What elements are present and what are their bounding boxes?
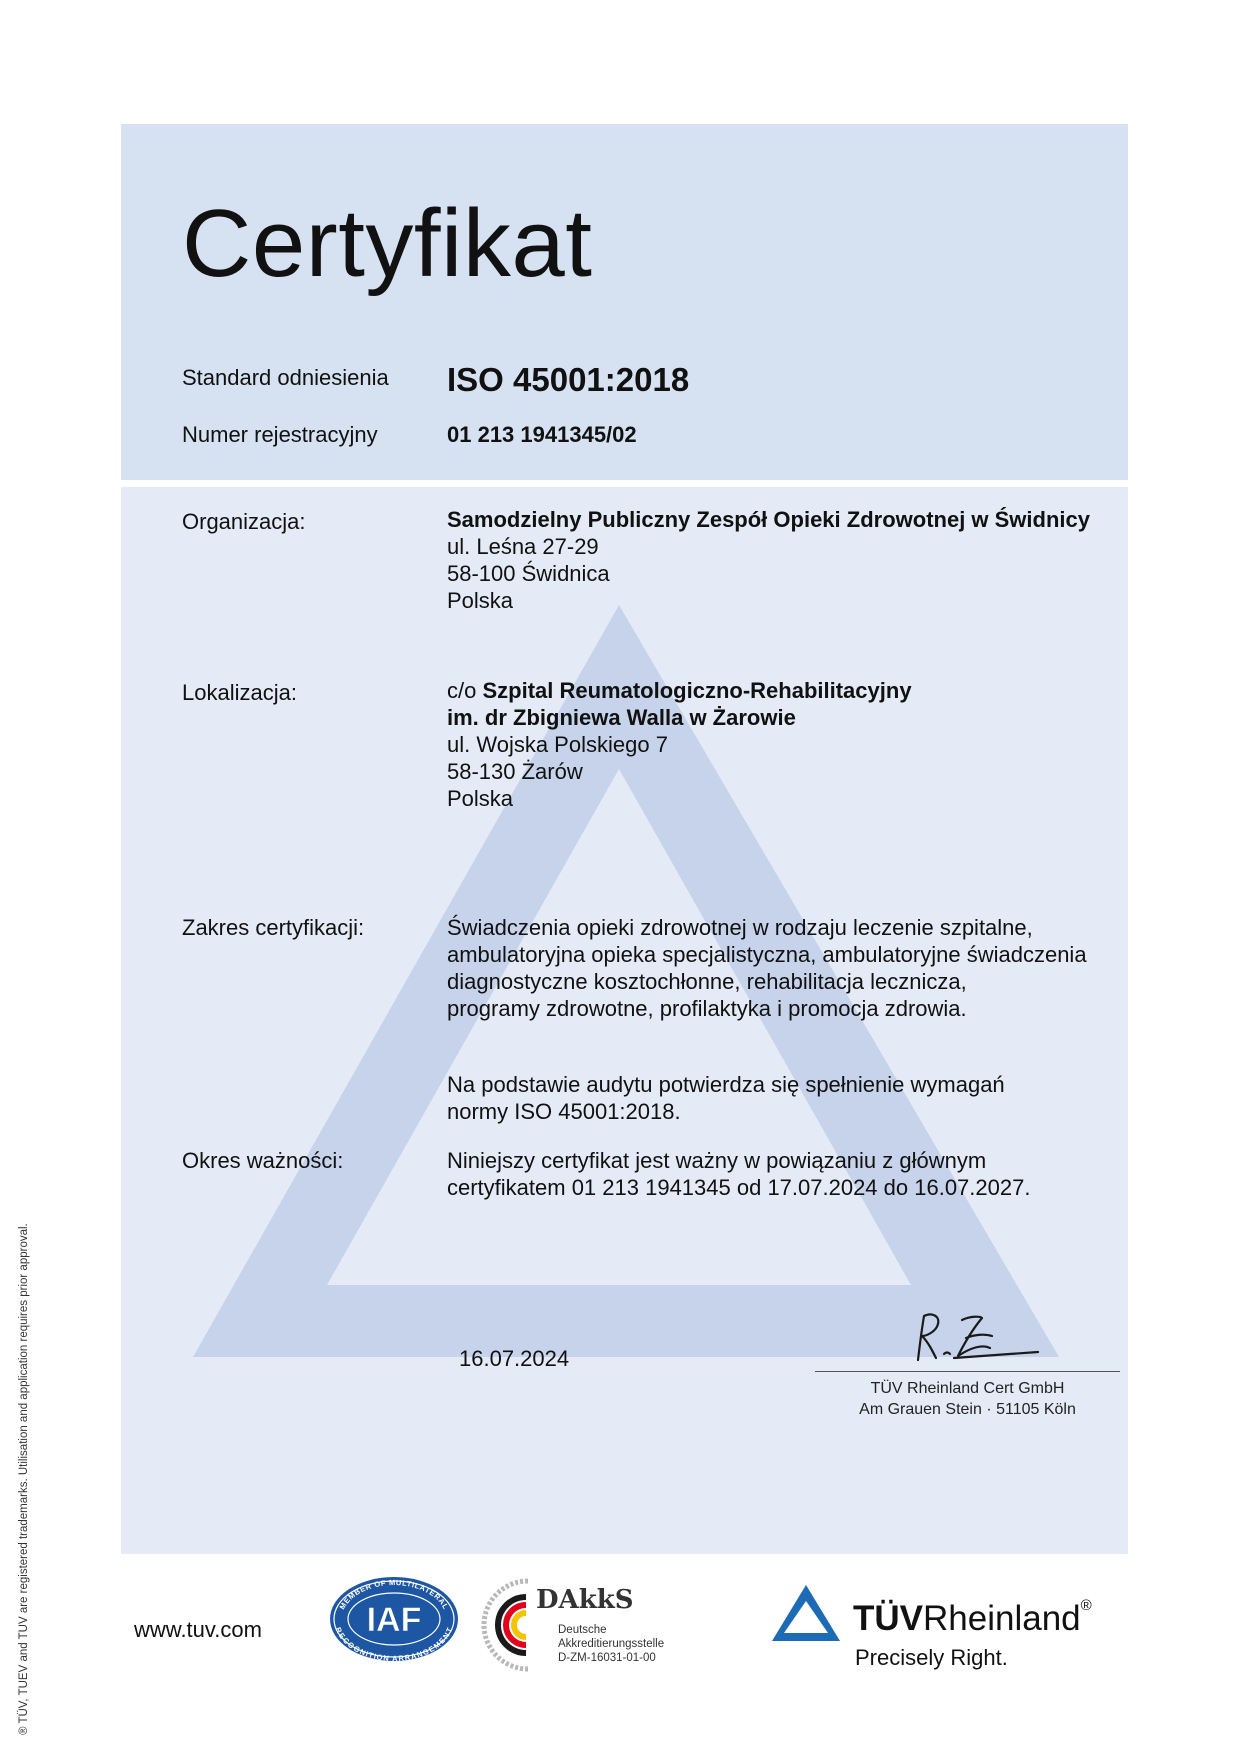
- organization-address-country: Polska: [447, 588, 514, 613]
- registered-mark: ®: [1080, 1597, 1092, 1614]
- organization-address-street: ul. Leśna 27-29: [447, 534, 599, 559]
- validity-block: [447, 1147, 1030, 1201]
- organization-address-city: 58-100 Świdnica: [447, 561, 610, 586]
- dakks-name: DAkkS: [536, 1585, 634, 1615]
- scope-block: [447, 914, 1087, 1022]
- certificate-title: Certyfikat: [182, 190, 593, 297]
- registration-label: Numer rejestracyjny: [182, 422, 378, 447]
- tuv-brand-regular: Rheinland: [923, 1599, 1081, 1638]
- validity-line: Niniejszy certyfikat jest ważny w powiązaniu z głównym: [447, 1148, 987, 1173]
- scope-line: ambulatoryjna opieka specjalistyczna, ambulatoryjne świadczenia: [447, 942, 1087, 967]
- validity-label: Okres ważności:: [182, 1148, 344, 1173]
- location-address-city: 58-130 Żarów: [447, 759, 583, 784]
- issue-date: 16.07.2024: [459, 1346, 570, 1371]
- dakks-subtitle: [558, 1623, 664, 1665]
- dakks-emblem: [478, 1575, 538, 1675]
- standard-label: Standard odniesienia: [182, 365, 389, 390]
- scope-line: programy zdrowotne, profilaktyka i promocja zdrowia.: [447, 996, 967, 1021]
- iaf-logo: [328, 1575, 460, 1663]
- dakks-line: Akkreditierungsstelle: [558, 1638, 665, 1650]
- dakks-logo: [478, 1575, 688, 1675]
- issuer-address: Am Grauen Stein · 51105 Köln: [859, 1401, 1076, 1418]
- audit-line: normy ISO 45001:2018.: [447, 1099, 681, 1124]
- validity-line: certyfikatem 01 213 1941345 od 17.07.2024 do 16.07.2027.: [447, 1175, 1031, 1200]
- signature-line: [815, 1371, 1120, 1372]
- issuer-block: [815, 1378, 1120, 1420]
- trademark-note: ® TÜV, TUEV and TUV are registered trademarks. Utilisation and application requires prior approval.: [18, 1223, 30, 1735]
- location-address-street: ul. Wojska Polskiego 7: [447, 732, 668, 757]
- tuv-brand-bold: TÜV: [853, 1599, 923, 1638]
- organization-label: Organizacja:: [182, 509, 306, 534]
- scope-line: diagnostyczne kosztochłonne, rehabilitacja lecznicza,: [447, 969, 967, 994]
- location-label: Lokalizacja:: [182, 680, 297, 705]
- location-prefix: c/o: [447, 678, 477, 703]
- scope-label: Zakres certyfikacji:: [182, 915, 365, 940]
- dakks-line: Deutsche: [558, 1624, 607, 1636]
- standard-value: ISO 45001:2018: [447, 361, 690, 398]
- location-name-line-1: [447, 677, 912, 704]
- tuv-tagline: Precisely Right.: [855, 1645, 1008, 1670]
- iaf-ring-bottom: RECOGNITION ARRANGEMENT: [333, 1625, 455, 1663]
- organization-block: [447, 506, 1090, 614]
- dakks-line: D-ZM-16031-01-00: [558, 1652, 656, 1664]
- issuer-name: TÜV Rheinland Cert GmbH: [870, 1380, 1065, 1397]
- organization-name: Samodzielny Publiczny Zespół Opieki Zdrowotnej w Świdnicy: [447, 507, 1090, 532]
- location-name: Szpital Reumatologiczno-Rehabilitacyjny: [482, 678, 912, 703]
- location-name-line-2: im. dr Zbigniewa Walla w Żarowie: [447, 705, 796, 730]
- tuv-wordmark: [853, 1599, 1092, 1639]
- iaf-ring-top: MEMBER OF MULTILATERAL: [337, 1577, 451, 1612]
- audit-statement: [447, 1071, 1005, 1125]
- signature-image: [910, 1308, 1050, 1368]
- website-link[interactable]: www.tuv.com: [134, 1617, 262, 1642]
- audit-line: Na podstawie audytu potwierdza się spełnienie wymagań: [447, 1072, 1005, 1097]
- band-separator: [121, 480, 1128, 487]
- location-block: [447, 677, 912, 812]
- location-address-country: Polska: [447, 786, 514, 811]
- tuv-triangle-logo: [770, 1583, 842, 1645]
- iaf-acronym: IAF: [366, 1601, 422, 1639]
- registration-value: 01 213 1941345/02: [447, 422, 637, 447]
- scope-line: Świadczenia opieki zdrowotnej w rodzaju leczenie szpitalne,: [447, 915, 1033, 940]
